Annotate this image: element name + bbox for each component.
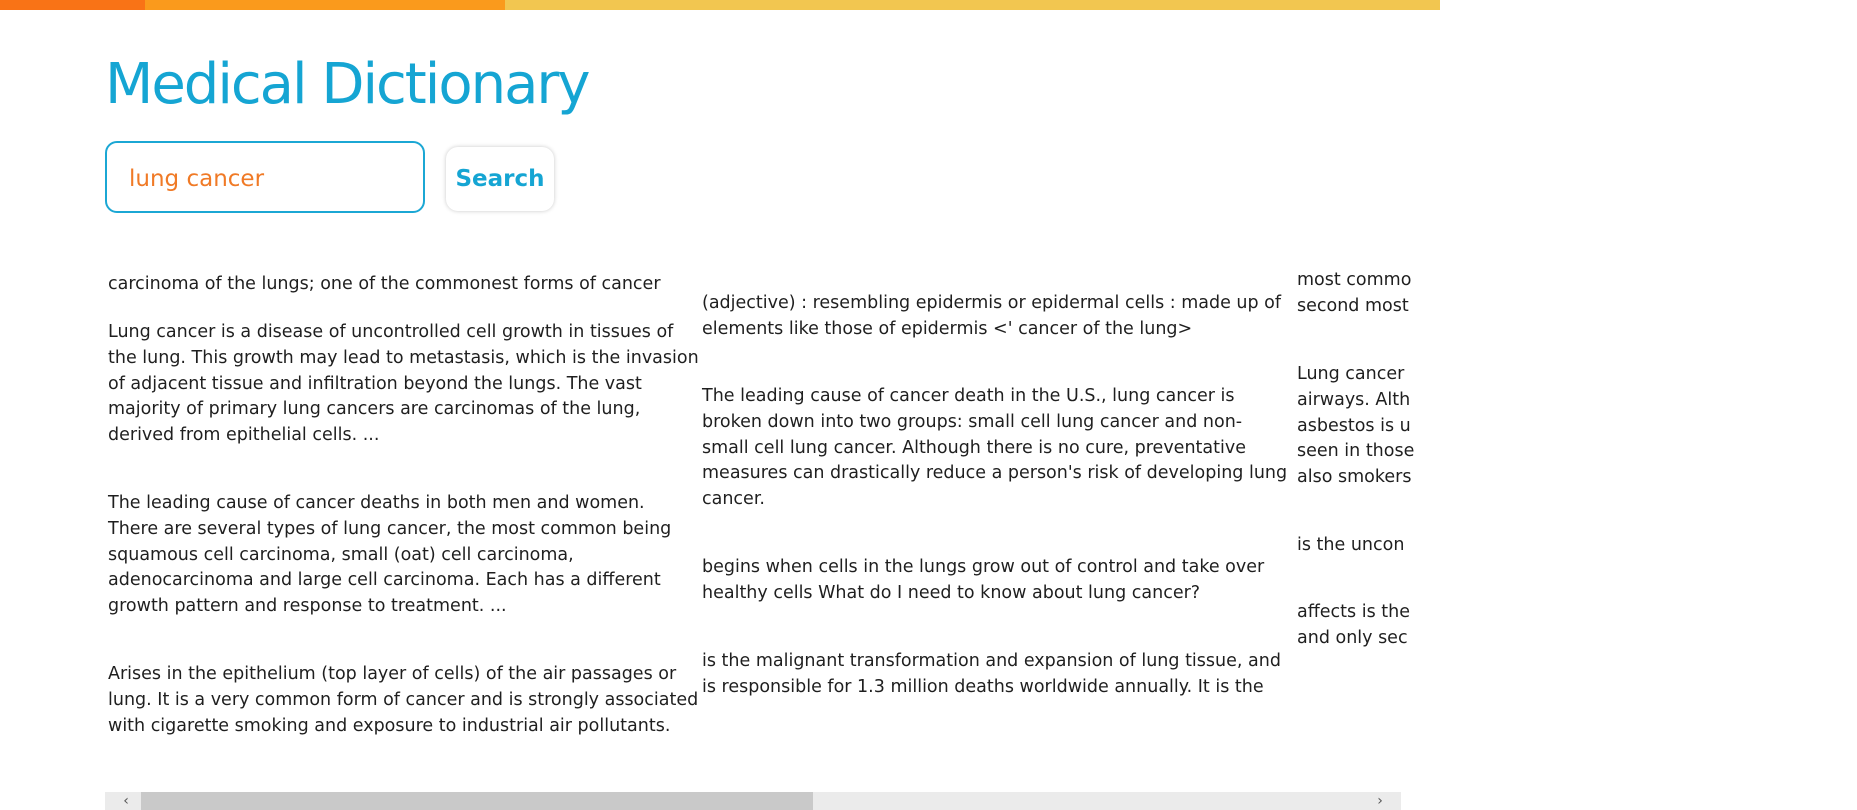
definition-entry: The leading cause of cancer death in the U.S., lung cancer is broken down into two groups: small cell lung cancer and non- small cell lung cancer. Although there is no cure, preventative measures can drastically reduce a person's risk of developing lung cancer. [702, 386, 1288, 510]
definition-entry: begins when cells in the lungs grow out of control and take over healthy cells What do I need to know about lung cancer? [702, 557, 1265, 603]
search-button[interactable]: Search [446, 147, 554, 211]
definition-entry: Arises in the epithelium (top layer of cells) of the air passages or lung. It is a very common form of cancer and is strongly associated with cigarette smoking and exposure to industrial air pollutants. [108, 664, 699, 736]
scroll-right-icon[interactable]: › [1377, 793, 1383, 809]
definition-entry: Lung cancer is a disease of uncontrolled cell growth in tissues of the lung. This growth may lead to metastasis, which is the invasion of adjacent tissue and infiltration beyond the lungs. The vast majority of primary lung cancers are carcinomas of the lung, derived from epithelial cells. ... [108, 322, 699, 446]
definition-entry: Lung cancer airways. Alth asbestos is u seen in those also smokers [1297, 364, 1415, 488]
page-title: Medical Dictionary [105, 52, 589, 117]
definition-entry: (adjective) : resembling epidermis or epidermal cells : made up of elements like those of epidermis <' cancer of the lung> [702, 293, 1282, 339]
results-panel[interactable] [108, 0, 1415, 790]
definition-entry: carcinoma of the lungs; one of the commonest forms of cancer [108, 274, 661, 294]
definition-entry: is the uncon [1297, 535, 1405, 555]
definition-entry: The leading cause of cancer deaths in both men and women. There are several types of lung cancer, the most common being squamous cell carcinoma, small (oat) cell carcinoma, adenocarcinoma and large cell carcinoma. Each has a different growth pattern and response to treatment. ... [108, 493, 672, 617]
horizontal-scrollbar[interactable] [105, 792, 1401, 810]
definition-entry: most commo second most [1297, 270, 1412, 316]
scrollbar-thumb[interactable] [141, 792, 813, 810]
scroll-left-icon[interactable]: ‹ [123, 793, 129, 809]
definition-entry: is the malignant transformation and expansion of lung tissue, and is responsible for 1.3 million deaths worldwide annually. It is the [702, 651, 1281, 697]
definition-entry: affects is the and only sec [1297, 602, 1410, 648]
